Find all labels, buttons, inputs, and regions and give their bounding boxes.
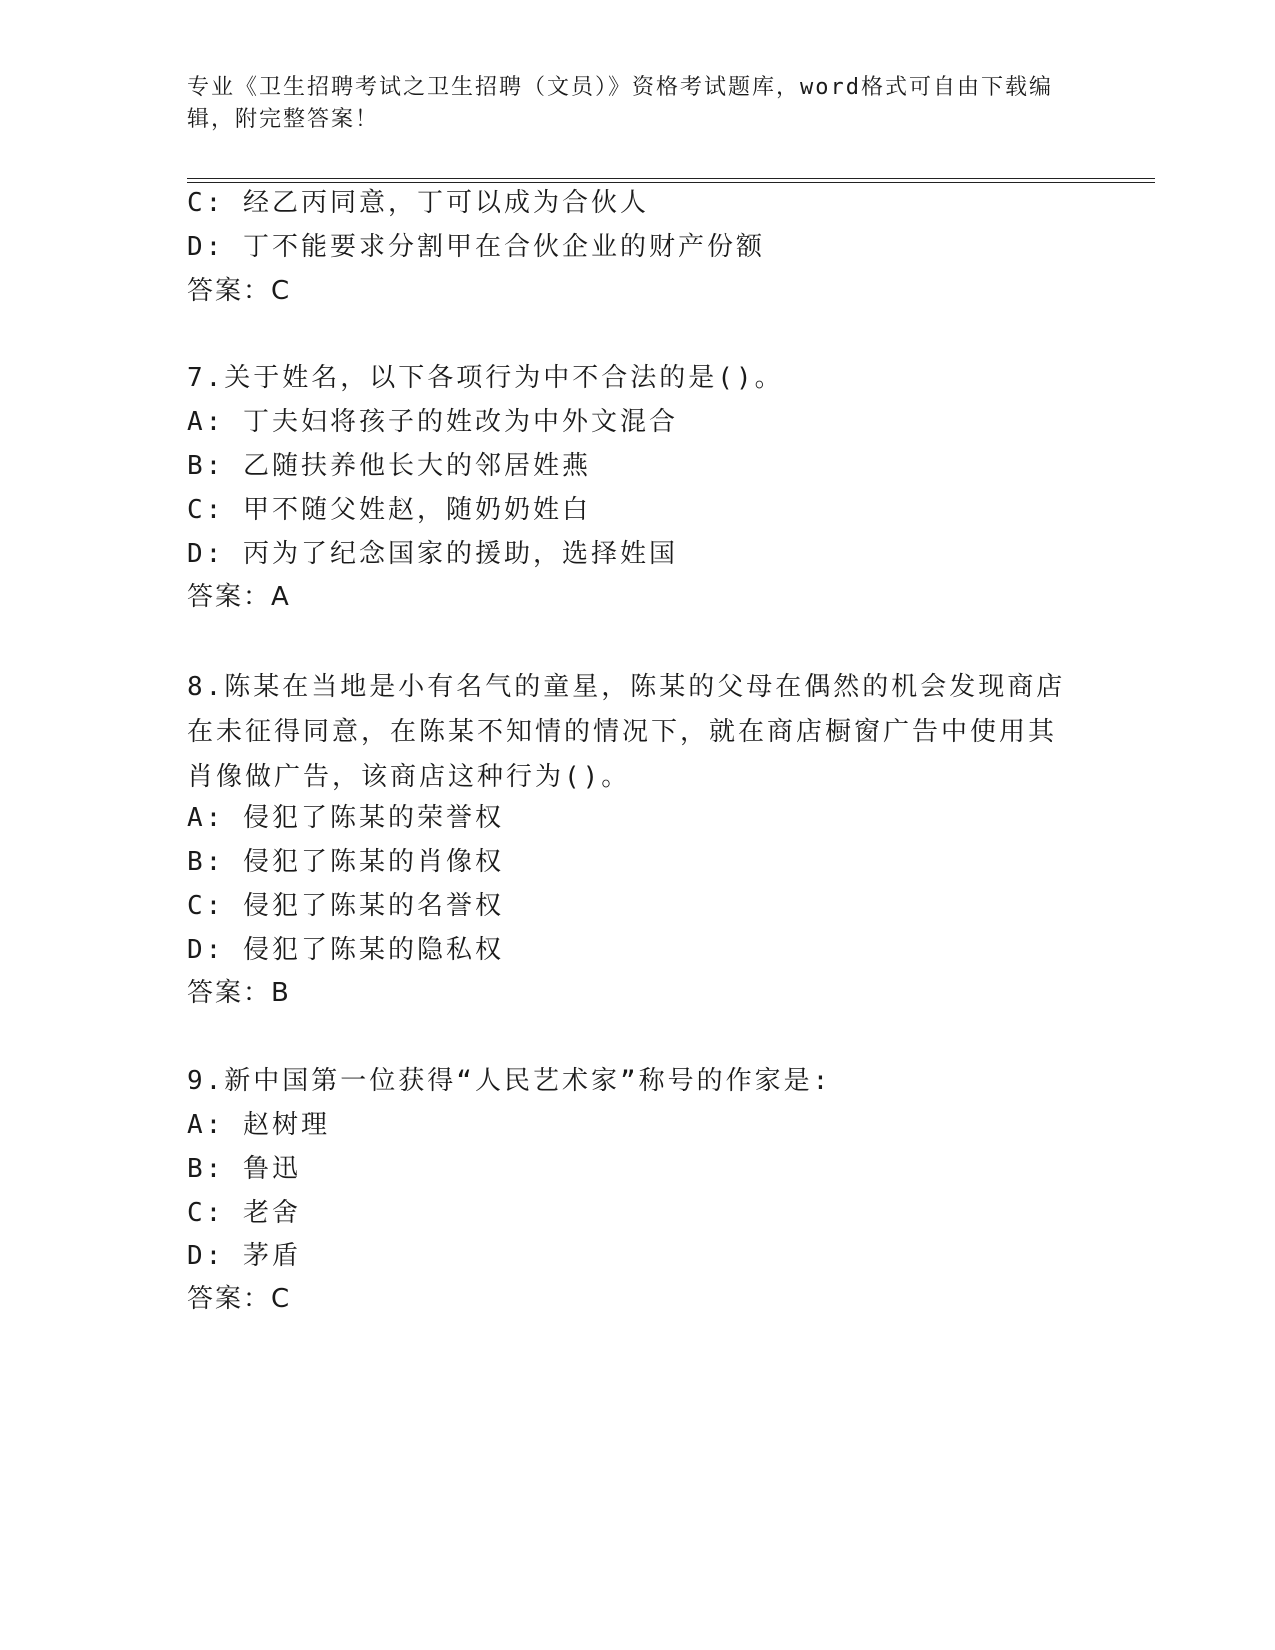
q7-question: 7.关于姓名，以下各项行为中不合法的是()。 <box>187 363 784 393</box>
q9-answer: 答案：C <box>187 1284 292 1314</box>
q8-question: 8.陈某在当地是小有名气的童星，陈某的父母在偶然的机会发现商店在未征得同意，在陈某不知情的情况下，就在商店橱窗广告中使用其肖像做广告，该商店这种行为()。 <box>187 672 1066 792</box>
q7-option-b: B: 乙随扶养他长大的邻居姓燕 <box>187 451 591 481</box>
q7-option-d: D: 丙为了纪念国家的援助，选择姓国 <box>187 539 678 569</box>
q9-option-b: B: 鲁迅 <box>187 1154 301 1184</box>
document-header: 专业《卫生招聘考试之卫生招聘（文员）》资格考试题库，word格式可自由下载编辑，附完整答案！ <box>187 75 1053 132</box>
q6-option-d: D: 丁不能要求分割甲在合伙企业的财产份额 <box>187 232 765 262</box>
q9-option-a: A: 赵树理 <box>187 1110 330 1140</box>
q7-option-c: C: 甲不随父姓赵，随奶奶姓白 <box>187 495 591 525</box>
q9-option-c: C: 老舍 <box>187 1198 301 1228</box>
q8-option-b: B: 侵犯了陈某的肖像权 <box>187 847 504 877</box>
q9-option-d: D: 茅盾 <box>187 1241 301 1271</box>
q8-option-d: D: 侵犯了陈某的隐私权 <box>187 935 504 965</box>
q9-question: 9.新中国第一位获得“人民艺术家”称号的作家是: <box>187 1066 832 1096</box>
q7-answer: 答案：A <box>187 582 291 612</box>
q7-option-a: A: 丁夫妇将孩子的姓改为中外文混合 <box>187 407 678 437</box>
q8-answer: 答案：B <box>187 978 291 1008</box>
q6-option-c: C: 经乙丙同意，丁可以成为合伙人 <box>187 188 649 218</box>
header-divider-top <box>187 178 1155 179</box>
q8-option-c: C: 侵犯了陈某的名誉权 <box>187 891 504 921</box>
q8-option-a: A: 侵犯了陈某的荣誉权 <box>187 803 504 833</box>
q6-answer: 答案：C <box>187 276 292 306</box>
